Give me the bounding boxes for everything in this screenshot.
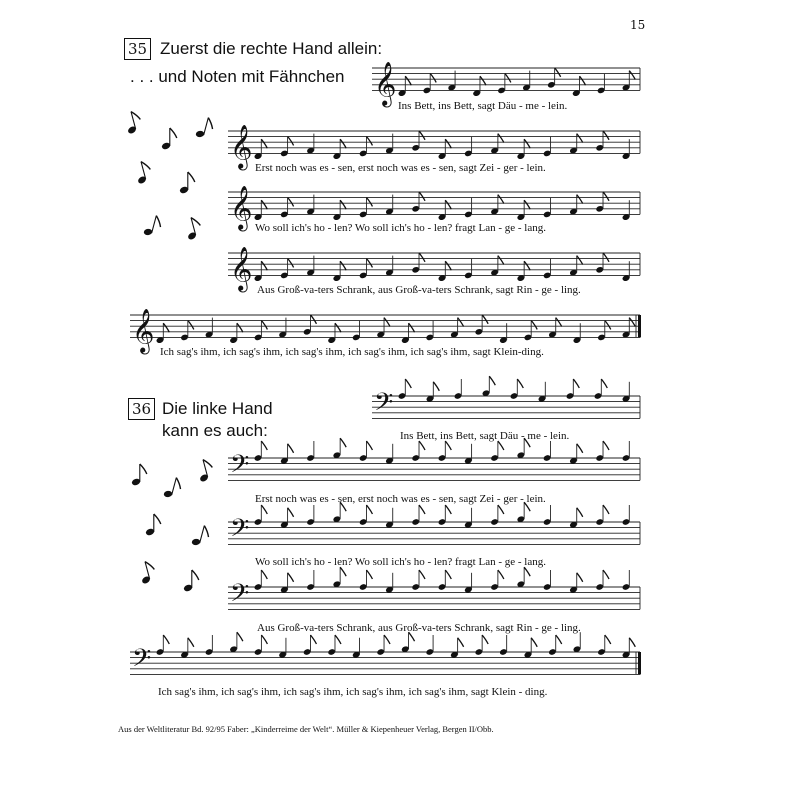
note-icon [180,320,194,341]
note-icon [438,570,452,591]
exercise-36-number: 36 [128,398,155,420]
note-icon [438,441,452,462]
note-icon [423,73,437,94]
bass-clef-icon: 𝄢 [132,643,152,679]
exercise-35-title: Zuerst die rechte Hand allein: [160,39,383,58]
note-icon [411,131,425,152]
note-icon [454,379,463,400]
note-icon [517,502,531,523]
note-icon [475,315,489,336]
staff-36-3 [228,502,640,549]
note-icon [359,197,373,218]
bass-clef-icon: 𝄢 [230,578,250,614]
lyric-35-5: Ich sag's ihm, ich sag's ihm, ich sag's ihm, ich sag's ihm, ich sag's ihm, sagt Klein-ding. [160,346,544,358]
note-icon [475,635,489,656]
eighth-note-icon [133,160,154,186]
note-icon [254,320,268,341]
lyric-36-4: Aus Groß-va-ters Schrank, aus Groß-va-ters Schrank, sagt Rin - ge - ling. [257,622,581,634]
page-number: 15 [630,18,646,32]
note-icon [543,505,552,526]
note-icon [464,258,473,279]
exercise-36-subtitle: kann es auch: [162,421,268,440]
eighth-note-icon [145,514,161,536]
eighth-note-icon [162,475,183,501]
lyric-35-3: Wo soll ich's ho - len? Wo soll ich's ho - len? fragt Lan - ge - lang. [255,222,546,234]
note-icon [303,315,317,336]
note-icon [333,438,347,459]
eighth-note-icon [123,110,144,136]
note-icon [595,131,609,152]
note-icon [359,570,373,591]
treble-clef-icon: 𝄞 [230,246,253,291]
note-icon [566,379,580,400]
note-icon [254,441,268,462]
staff-35-5 [130,308,641,354]
note-icon [543,197,552,218]
exercise-35-number: 35 [124,38,151,60]
note-icon [597,635,611,656]
note-icon [597,73,606,94]
note-icon [597,320,611,341]
note-icon [376,635,390,656]
lyric-36-1: Ins Bett, ins Bett, sagt Däu - me - lein. [400,430,570,442]
note-icon [303,635,317,656]
staff-35-3 [228,185,640,231]
note-icon [411,570,425,591]
note-icon [254,570,268,591]
note-icon [547,68,561,89]
note-icon [180,638,194,659]
note-icon [622,570,631,591]
staff-35-1 [372,61,640,107]
note-icon [548,635,562,656]
note-icon [464,197,473,218]
note-icon [385,508,394,529]
note-icon [359,505,373,526]
note-icon [622,638,636,659]
eighth-note-icon [190,523,211,549]
note-icon [278,638,287,659]
note-icon [156,635,170,656]
note-icon [352,320,361,341]
note-icon [497,73,511,94]
note-icon [490,570,504,591]
note-icon [543,258,552,279]
lyric-36-5: Ich sag's ihm, ich sag's ihm, ich sag's ihm, ich sag's ihm, ich sag's ihm, sagt Klein - ding. [158,686,548,698]
bass-clef-icon: 𝄢 [230,449,250,485]
note-icon [595,505,609,526]
note-icon [205,635,214,656]
note-icon [401,632,415,653]
bass-clef-icon: 𝄢 [374,387,394,423]
lyric-36-2: Erst noch was es - sen, erst noch was es - sen, sagt Zei - ger - lein. [255,493,546,505]
note-icon [359,441,373,462]
lyric-36-3: Wo soll ich's ho - len? Wo soll ich's ho - len? fragt Lan - ge - lang. [255,556,546,568]
note-icon [524,638,538,659]
note-icon [411,441,425,462]
note-icon [543,441,552,462]
eighth-note-icon [183,570,199,592]
note-icon [306,441,315,462]
note-icon [510,379,524,400]
note-icon [359,258,373,279]
note-icon [254,635,268,656]
treble-clef-icon: 𝄞 [132,308,155,353]
note-icon [280,197,294,218]
note-icon [333,567,347,588]
note-icon [438,505,452,526]
note-icon [569,573,583,594]
note-icon [280,258,294,279]
note-icon [425,635,434,656]
note-icon [333,502,347,523]
note-icon [398,379,412,400]
note-icon [543,136,552,157]
exercise-35-subtitle: . . . und Noten mit Fähnchen [130,67,345,86]
eighth-note-icon [131,464,147,486]
note-icon [411,253,425,274]
note-icon [411,505,425,526]
note-icon [569,444,583,465]
treble-clef-icon: 𝄞 [374,61,397,106]
note-icon [490,441,504,462]
staff-35-2 [228,124,640,170]
note-icon [280,444,294,465]
staff-36-2 [228,438,640,485]
note-icon [595,192,609,213]
note-icon [482,376,496,397]
lyric-35-1: Ins Bett, ins Bett, sagt Däu - me - lein. [398,100,568,112]
note-icon [517,567,531,588]
note-icon [306,570,315,591]
note-icon [595,570,609,591]
note-icon [569,508,583,529]
note-icon [385,573,394,594]
note-icon [280,136,294,157]
note-icon [517,438,531,459]
lyric-35-2: Erst noch was es - sen, erst noch was es - sen, sagt Zei - ger - lein. [255,162,546,174]
exercise-36-title: Die linke Hand [162,399,273,418]
note-icon [622,505,631,526]
staff-36-4 [228,567,640,614]
eighth-note-icon [179,172,195,194]
treble-clef-icon: 𝄞 [230,185,253,230]
final-barline [638,652,641,674]
note-icon [524,320,538,341]
source-footnote: Aus der Weltliteratur Bd. 92/95 Faber: „Kinderreime der Welt“. Müller & Kiepenheuer Verlag, Bergen II/Obb. [118,724,494,734]
note-icon [499,635,508,656]
bass-clef-icon: 𝄢 [230,513,250,549]
note-icon [359,136,373,157]
note-icon [254,505,268,526]
eighth-note-icon [137,560,158,586]
final-barline [638,315,641,337]
note-icon [622,382,631,403]
note-icon [595,441,609,462]
lyric-35-4: Aus Groß-va-ters Schrank, aus Groß-va-ters Schrank, sagt Rin - ge - ling. [257,284,581,296]
eighth-note-icon [142,213,163,239]
note-icon [306,505,315,526]
note-icon [464,508,473,529]
note-icon [425,320,434,341]
note-icon [411,192,425,213]
note-icon [464,444,473,465]
note-icon [450,638,464,659]
note-icon [594,379,608,400]
note-icon [229,632,243,653]
eighth-note-icon [183,216,204,242]
note-icon [595,253,609,274]
note-icon [385,444,394,465]
note-icon [622,441,631,462]
eighth-note-icon [194,115,215,141]
note-icon [280,573,294,594]
note-icon [538,382,547,403]
note-icon [464,136,473,157]
treble-clef-icon: 𝄞 [230,124,253,169]
eighth-note-icon [195,458,216,484]
note-icon [280,508,294,529]
staff-36-5 [130,632,641,679]
note-icon [426,382,440,403]
note-icon [543,570,552,591]
note-icon [327,635,341,656]
note-icon [352,638,361,659]
staff-35-4 [228,246,640,292]
eighth-note-icon [161,128,177,150]
note-icon [573,632,582,653]
note-icon [490,505,504,526]
note-icon [464,573,473,594]
staff-36-1 [372,376,640,423]
